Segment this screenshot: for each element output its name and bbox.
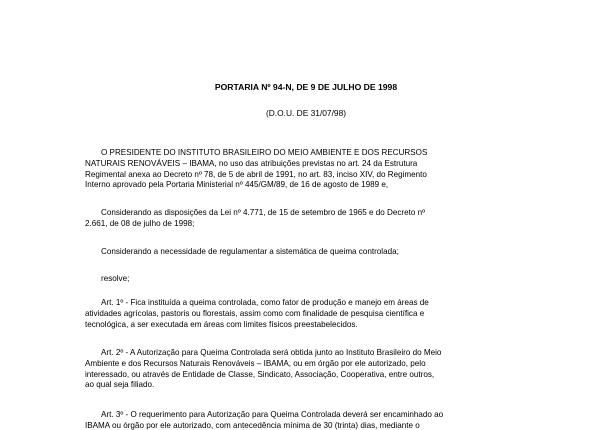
paragraph-line: Considerando a necessidade de regulamentar a sistemática de queima controlada;: [101, 247, 399, 256]
paragraph-line: ao qual seja filiado.: [85, 380, 155, 390]
paragraph-line: Interno aprovado pela Portaria Ministerial nº 445/GM/89, de 16 de agosto de 1989 e,: [85, 180, 389, 190]
paragraph-line: interessado, ou através de Entidade de Classe, Sindicato, Associação, Cooperativa, entre outros,: [85, 369, 435, 379]
paragraph-line: O PRESIDENTE DO INSTITUTO BRASILEIRO DO MEIO AMBIENTE E DOS RECURSOS: [101, 148, 428, 157]
paragraph-line: Art. 1º - Fica instituída a queima controlada, como fator de produção e manejo em áreas de: [101, 298, 429, 307]
paragraph-line: Art. 2º - A Autorização para Queima Controlada será obtida junto ao Instituto Brasileiro do Meio: [101, 348, 442, 357]
paragraph-preamble: [85, 148, 530, 191]
document-title: PORTARIA Nº 94-N, DE 9 DE JULHO DE 1998: [214, 82, 398, 92]
paragraph-line: NATURAIS RENOVÁVEIS – IBAMA, no uso das atribuições previstas no art. 24 da Estrutura: [85, 158, 418, 168]
paragraph-art-2: [85, 348, 530, 391]
paragraph-line: Art. 3º - O requerimento para Autorização para Queima Controlada deverá ser encaminhado ao: [101, 410, 444, 419]
paragraph-considerando-lei: [85, 208, 530, 230]
paragraph-art-3: [85, 410, 530, 430]
paragraph-considerando-queima: [85, 247, 530, 258]
paragraph-line: Regimental anexa ao Decreto nº 78, de 5 de abril de 1991, no art. 83, inciso XIV, do Regimento: [85, 169, 427, 179]
paragraph-line: tecnológica, a ser executada em áreas com limites físicos preestabelecidos.: [85, 319, 358, 329]
paragraph-line: resolve;: [101, 274, 130, 283]
paragraph-line: IBAMA ou órgão por ele autorizado, com antecedência mínima de 30 (trinta) dias, mediante o: [85, 420, 420, 430]
paragraph-line: 2.661, de 08 de julho de 1998;: [85, 218, 195, 228]
paragraph-line: atividades agrícolas, pastoris ou florestais, assim como com finalidade de pesquisa científica e: [85, 308, 425, 318]
document-subtitle: (D.O.U. DE 31/07/98): [265, 108, 347, 118]
paragraph-resolve: [85, 274, 530, 285]
paragraph-line: Ambiente e dos Recursos Naturais Renováveis – IBAMA, ou em órgão por ele autorizado, pelo: [85, 358, 426, 368]
paragraph-line: Considerando as disposições da Lei nº 4.771, de 15 de setembro de 1965 e do Decreto nº: [101, 208, 426, 217]
paragraph-art-1: [85, 298, 530, 330]
